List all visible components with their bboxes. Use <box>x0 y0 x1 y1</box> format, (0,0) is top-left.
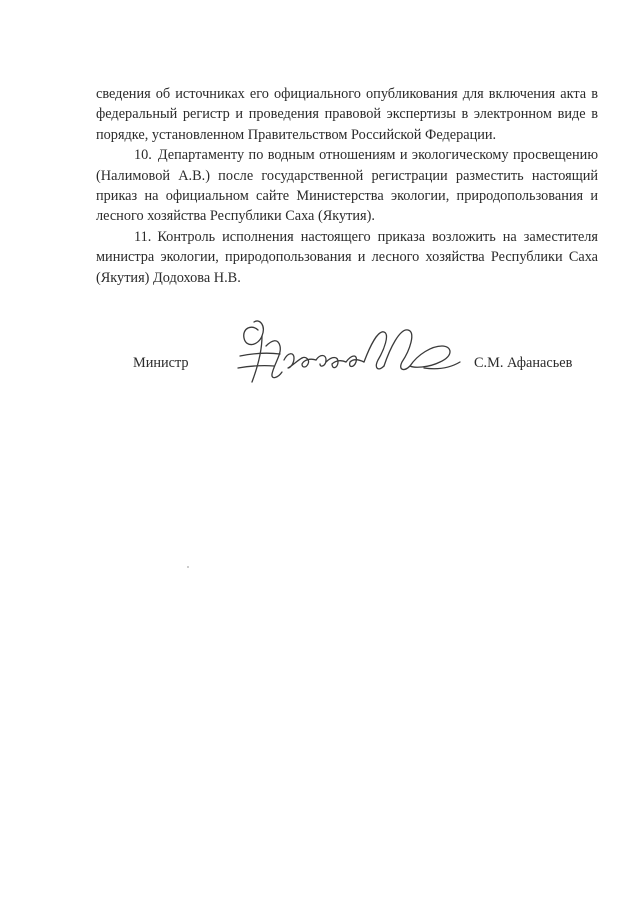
paragraph-11 <box>96 227 598 288</box>
paragraph-continuation <box>96 84 598 145</box>
signatory-title: Министр <box>133 355 189 371</box>
paragraph-number: 11. <box>134 228 152 245</box>
signatory-name: С.М. Афанасьев <box>474 355 573 371</box>
signature-block <box>0 338 640 398</box>
paragraph-number: 10. <box>134 147 152 164</box>
paragraph-text: сведения об источниках его официального опубликования для включения акта в федеральный регистр и проведения правовой экспертизы в электронном виде в порядке, установленном Правительством Российской Федерации. <box>96 86 598 143</box>
paragraph-10 <box>96 145 598 227</box>
handwritten-signature <box>228 316 468 398</box>
document-body <box>96 84 598 288</box>
paragraph-text: Контроль исполнения настоящего приказа возложить на заместителя министра экологии, природопользования и лесного хозяйства Республики Саха (Якутия) Додохова Н.В. <box>96 228 598 286</box>
scan-speck <box>187 566 189 568</box>
paragraph-text: Департаменту по водным отношениям и экологическому просвещению (Налимовой А.В.) после государственной регистрации разместить настоящий приказ на официальном сайте Министерства экологии, природопользования и лесного хозяйства Республики Саха (Якутия). <box>96 147 598 225</box>
